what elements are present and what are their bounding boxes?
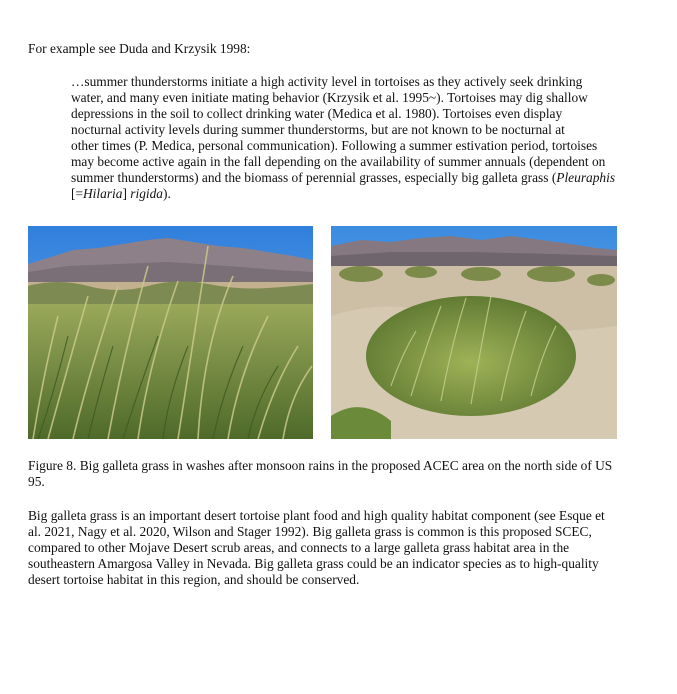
intro-line: For example see Duda and Krzysik 1998: — [28, 41, 251, 56]
quote-line: other times (P. Medica, personal communication). Following a summer estivation period, tortoises — [71, 138, 598, 153]
bracket-close: ] — [122, 186, 131, 201]
photo-galleta-grass-clump — [331, 226, 617, 439]
photo-left-illustration — [28, 226, 313, 439]
block-quote — [71, 74, 671, 202]
quote-line-last — [71, 170, 671, 186]
quote-line: depressions in the soil to collect drinking water (Medica et al. 1980). Tortoises even display — [71, 106, 563, 121]
figure-caption — [28, 458, 668, 490]
body-line: southeastern Amargosa Valley in Nevada. Big galleta grass could be an indicator species as to high-quality — [28, 556, 599, 571]
synonym-genus: Hilaria — [83, 186, 123, 201]
body-paragraph — [28, 508, 668, 588]
species-epithet: rigida — [130, 186, 164, 201]
quote-line: water, and many even initiate mating behavior (Krzysik et al. 1995~). Tortoises may dig shallow — [71, 90, 588, 105]
quote-text: summer thunderstorms) and the biomass of perennial grasses, especially big galleta grass ( — [71, 170, 557, 185]
caption-line: Figure 8. Big galleta grass in washes after monsoon rains in the proposed ACEC area on the north side of US — [28, 458, 613, 473]
quote-line: nocturnal activity levels during summer thunderstorms, but are not known to be nocturnal at — [71, 122, 565, 137]
caption-line: 95. — [28, 474, 45, 489]
photo-galleta-grass-closeup — [28, 226, 313, 439]
species-genus: Pleuraphis — [556, 170, 616, 185]
quote-line-final — [71, 186, 671, 202]
bracket-open: [= — [71, 186, 84, 201]
quote-line: may become active again in the fall depending on the availability of summer annuals (dependent on — [71, 154, 606, 169]
body-line: al. 2021, Nagy et al. 2020, Wilson and Stager 1992). Big galleta grass is common is this proposed SCEC, — [28, 524, 592, 539]
body-line: desert tortoise habitat in this region, and should be conserved. — [28, 572, 360, 587]
body-line: compared to other Mojave Desert scrub areas, and connects to a large galleta grass habitat area in the — [28, 540, 570, 555]
quote-line: …summer thunderstorms initiate a high activity level in tortoises as they actively seek drinking — [71, 74, 583, 89]
quote-closing: ). — [163, 186, 171, 201]
body-line: Big galleta grass is an important desert tortoise plant food and high quality habitat component (see Esque et — [28, 508, 605, 523]
photo-right-illustration — [331, 226, 617, 439]
